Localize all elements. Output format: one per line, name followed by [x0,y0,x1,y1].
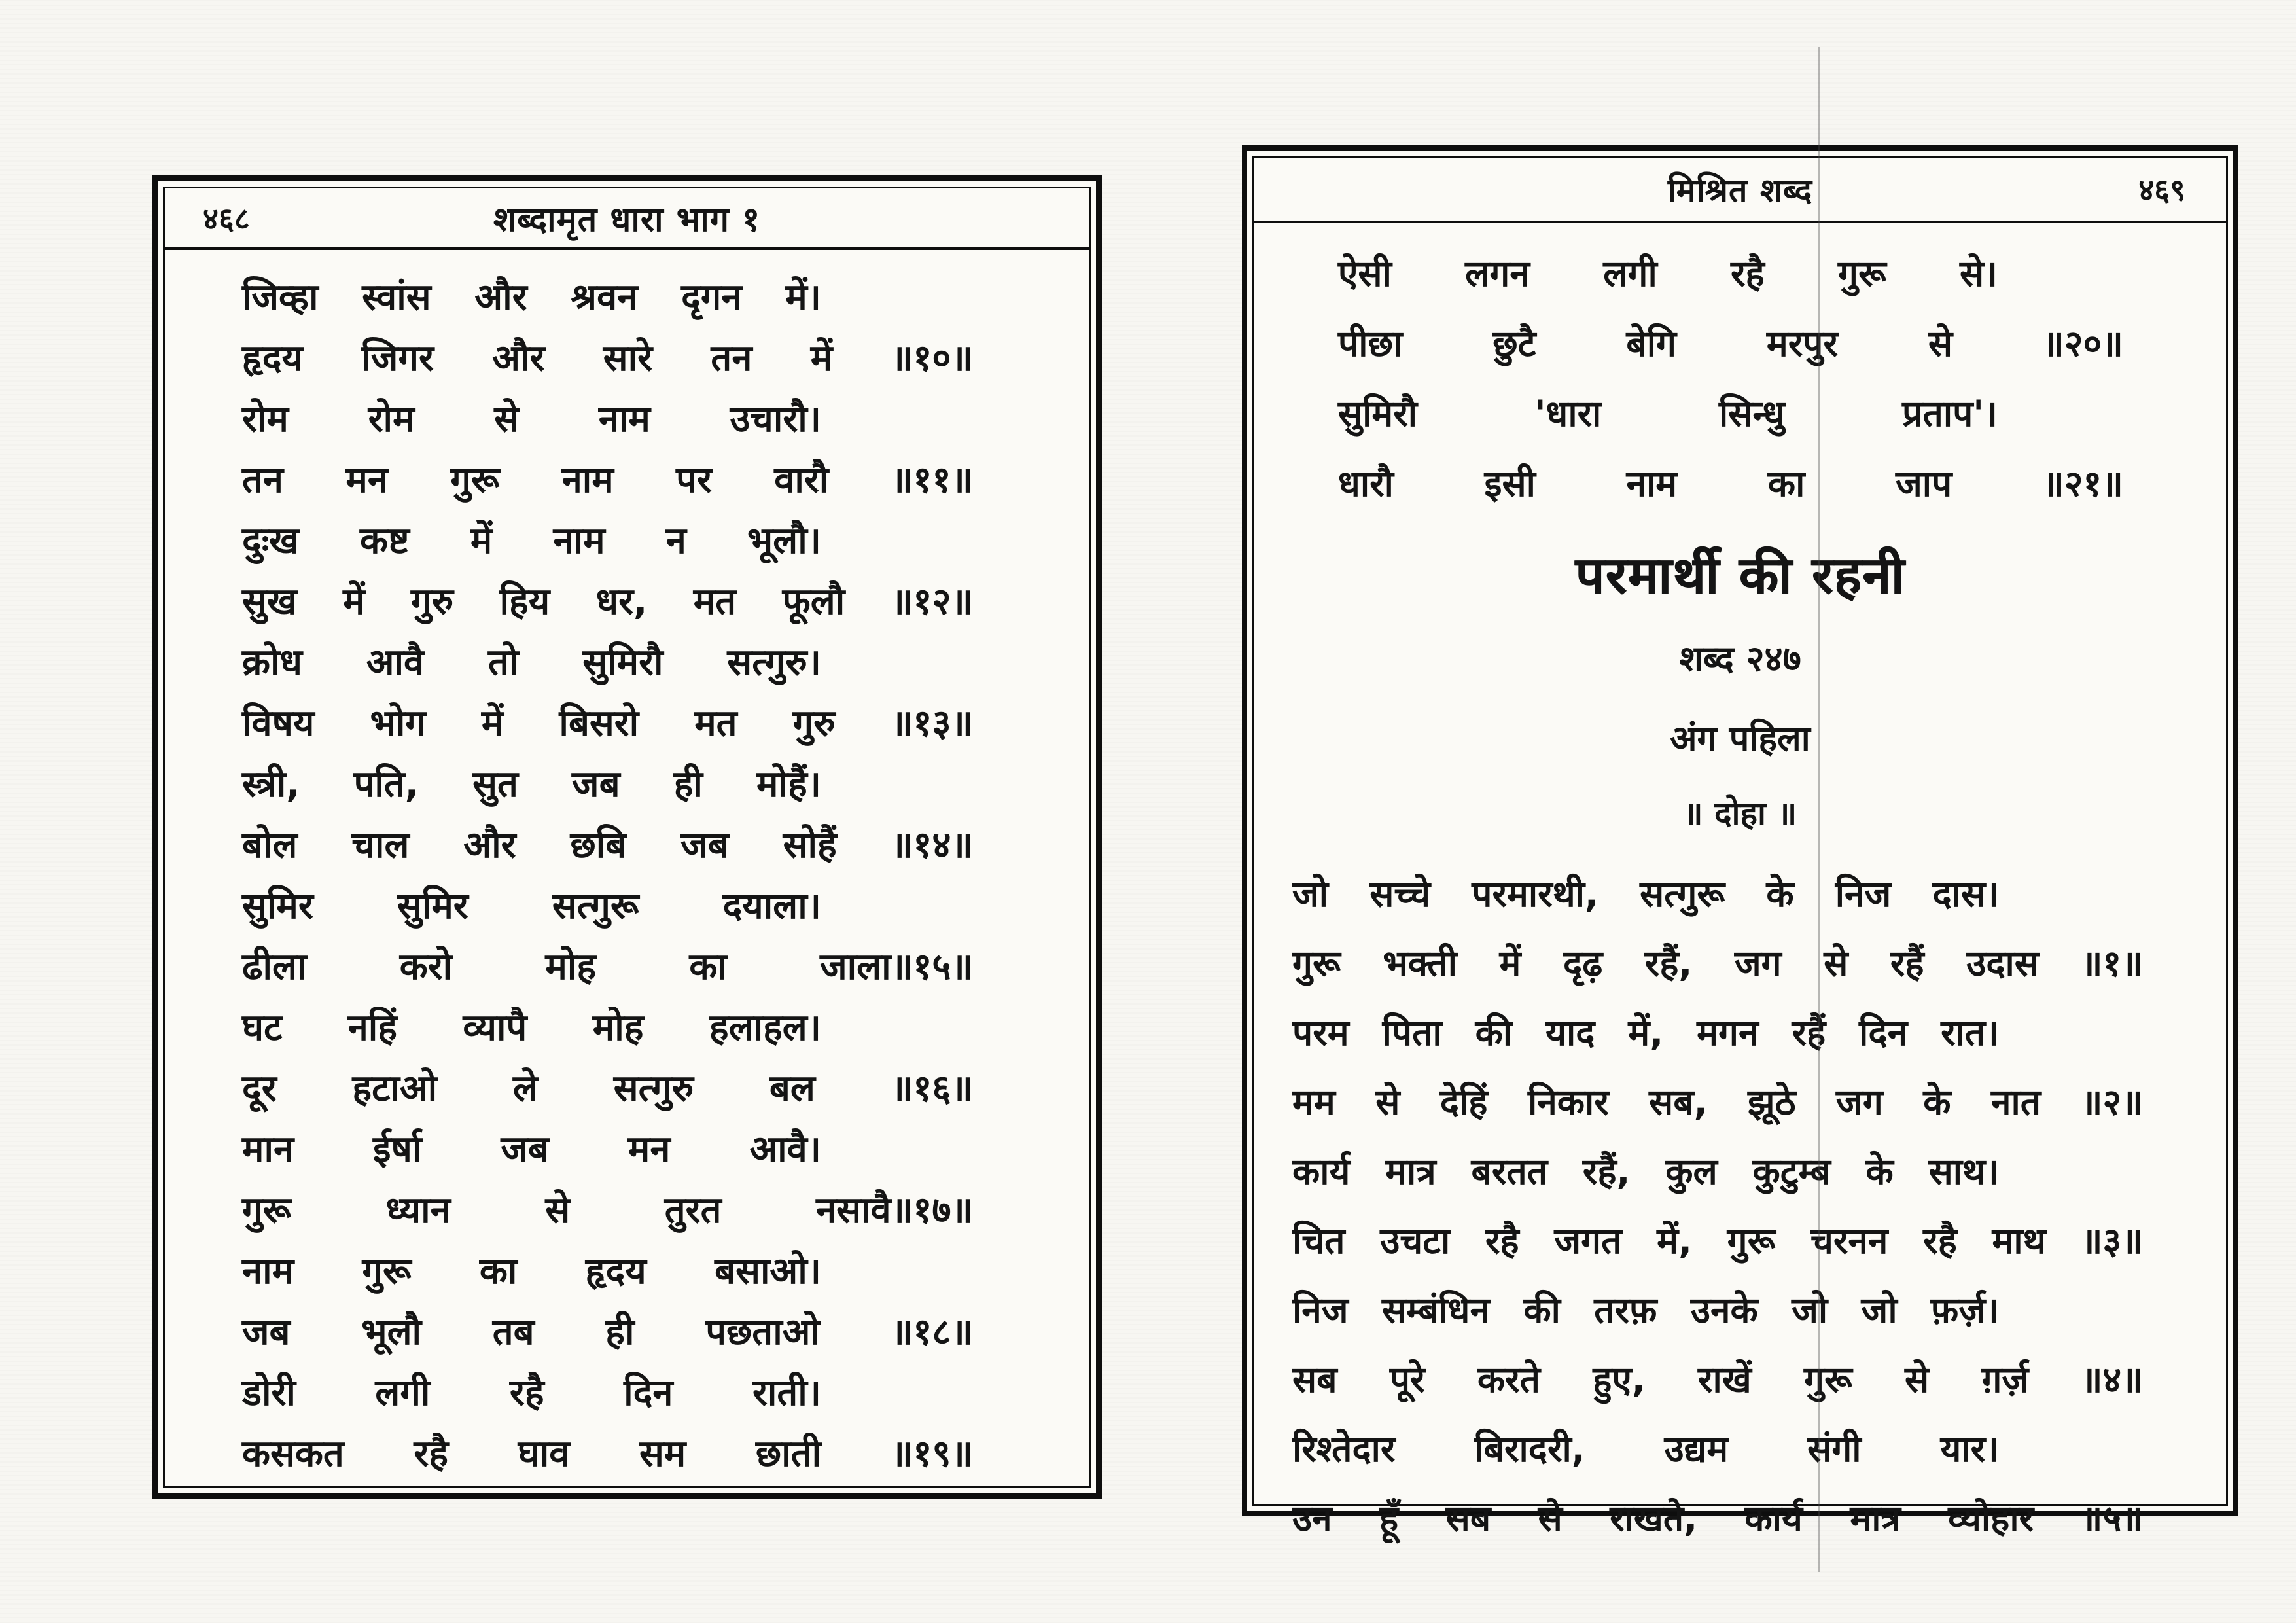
left-page-title: शब्दामृत धारा भाग १ [493,200,761,240]
verse-line: परम पिता की याद में, मगन रहैं दिन रात। [1292,1012,1999,1054]
right-page-header [1254,158,2226,223]
right-page-body [1254,223,2226,1553]
right-page-title: मिश्रित शब्द [1667,171,1813,209]
right-page-frame [1252,156,2228,1539]
verse-line: चित उचटा रहै जगत में, गुरू चरनन रहै माथ ॥३॥ [1292,1220,2143,1262]
verse-line: नाम गुरू का हृदय बसाओ। [242,1250,821,1293]
verse-line: उन हूँ सब से राखते, कार्य मात्र व्योहार ॥५॥ [1292,1497,2143,1539]
verse-line: सुमिर सुमिर सत्गुरू दयाला। [242,885,821,927]
left-verse-block [242,267,1089,1484]
verse-line: जब भूलौ तब ही पछताओ ॥१८॥ [242,1311,973,1353]
verse-line: क्रोध आवै तो सुमिरौ सत्गुरु। [242,641,821,684]
verse-line: सुख में गुरु हिय धर, मत फूलौ ॥१२॥ [242,580,973,623]
verse-line: रिश्तेदार बिरादरी, उद्यम संगी यार। [1292,1428,1999,1470]
verse-line: हृदय जिगर और सारे तन में ॥१०॥ [242,337,973,380]
verse-line: पीछा छुटै बेगि मरपुर से ॥२०॥ [1338,323,2123,365]
verse-line: ढीला करो मोह का जाला॥१५॥ [242,946,973,988]
verse-line: गुरू भक्ती में दृढ़ रहैं, जग से रहैं उदास ॥१॥ [1292,942,2143,984]
left-page-frame [163,187,1091,1488]
verse-line: रोम रोम से नाम उचारौ। [242,398,821,440]
left-page [152,175,1102,1499]
verse-line: जिव्हा स्वांस और श्रवन दृगन में। [242,276,821,319]
verse-line: जो सच्चे परमारथी, सत्गुरू के निज दास। [1292,873,1999,915]
verse-line: विषय भोग में बिसरो मत गुरु ॥१३॥ [242,702,973,745]
section-heading: परमार्थी की रहनी [1575,546,1905,605]
doha-couplet-block [1292,859,2226,1553]
left-page-number: ४६८ [203,201,250,236]
verse-line: कार्य मात्र बरतत रहैं, कुल कुटुम्ब के साथ। [1292,1150,1999,1192]
ang-label: अंग पहिला [1670,718,1810,759]
left-page-header [165,188,1089,250]
verse-line: सब पूरे करते हुए, राखें गुरू से ग़र्ज़ ॥४॥ [1292,1359,2143,1400]
right-page [1242,145,2238,1539]
right-page-number: ४६९ [2138,172,2185,207]
verse-line: डोरी लगी रहै दिन राती। [242,1372,821,1414]
verse-line: तन मन गुरू नाम पर वारौ ॥११॥ [242,459,973,501]
verse-line: दूर हटाओ ले सत्गुरु बल ॥१६॥ [242,1067,973,1110]
verse-line: दुःख कष्ट में नाम न भूलौ। [242,520,821,562]
verse-line: मान ईर्षा जब मन आवै। [242,1128,821,1171]
left-page-body [165,250,1089,1486]
verse-line: मम से देहिं निकार सब, झूठे जग के नात ॥२॥ [1292,1081,2143,1123]
verse-line: गुरू ध्यान से तुरत नसावै॥१७॥ [242,1189,973,1232]
shabd-number: शब्द २४७ [1679,638,1801,679]
verse-line: ऐसी लगन लगी रहै गुरू से। [1338,253,1998,294]
doha-label: ॥ दोहा ॥ [1683,794,1797,832]
verse-line: बोल चाल और छबि जब सोहैं ॥१४॥ [242,824,973,866]
verse-line: घट नहिं व्यापै मोह हलाहल। [242,1007,821,1049]
verse-line: धारौ इसी नाम का जाप ॥२१॥ [1338,463,2123,505]
page-fold-line [1818,47,1820,1572]
verse-line: सुमिरौ 'धारा सिन्धु प्रताप'। [1338,393,1998,435]
verse-line: कसकत रहै घाव सम छाती ॥१९॥ [242,1433,973,1475]
verse-line: स्त्री, पति, सुत जब ही मोहैं। [242,763,821,806]
shabd-verse-block [1338,239,2226,519]
verse-line: निज सम्बंधिन की तरफ़ उनके जो जो फ़र्ज़। [1292,1289,1999,1331]
